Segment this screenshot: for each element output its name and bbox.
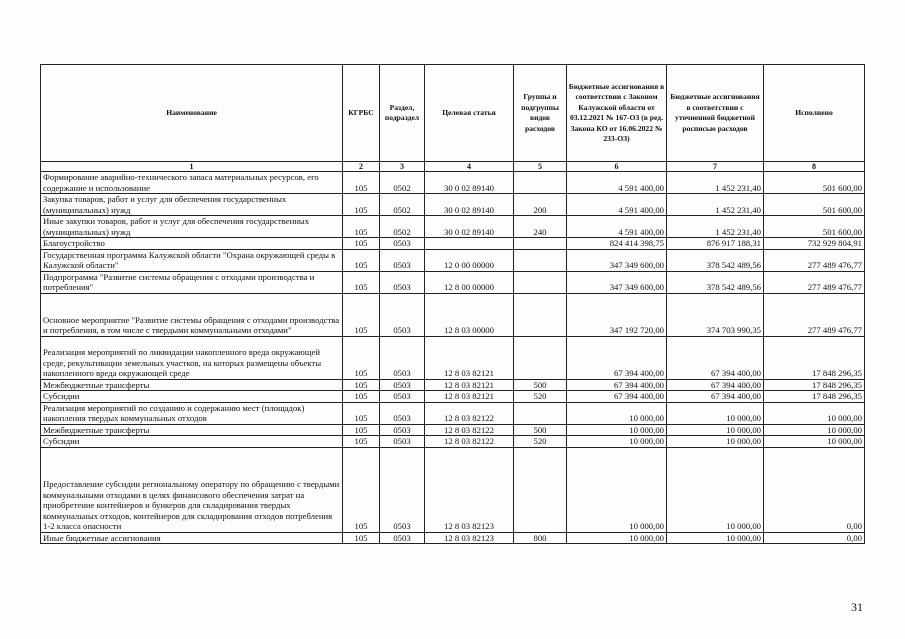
row-article: 12 8 03 82121 xyxy=(425,391,514,403)
row-section: 0503 xyxy=(380,391,425,403)
table-row xyxy=(41,293,865,336)
row-group xyxy=(514,293,567,336)
table-row xyxy=(41,391,865,403)
table-row xyxy=(41,379,865,391)
row-plan-allocation: 378 542 489,56 xyxy=(667,249,764,271)
row-law-allocation: 10 000,00 xyxy=(567,424,667,436)
row-section: 0502 xyxy=(380,194,425,216)
row-plan-allocation: 10 000,00 xyxy=(667,436,764,448)
row-section: 0503 xyxy=(380,379,425,391)
row-plan-allocation: 10 000,00 xyxy=(667,402,764,424)
column-number: 3 xyxy=(380,162,425,172)
row-law-allocation: 347 192 720,00 xyxy=(567,293,667,336)
row-executed: 501 600,00 xyxy=(764,216,865,238)
row-kgrbs: 105 xyxy=(343,172,380,194)
row-section: 0503 xyxy=(380,238,425,250)
row-article: 12 8 03 82122 xyxy=(425,424,514,436)
table-row xyxy=(41,216,865,238)
table-row xyxy=(41,238,865,250)
row-section: 0503 xyxy=(380,293,425,336)
row-plan-allocation: 10 000,00 xyxy=(667,532,764,544)
row-executed: 10 000,00 xyxy=(764,402,865,424)
row-name: Субсидии xyxy=(41,436,343,448)
row-executed: 10 000,00 xyxy=(764,424,865,436)
table-body xyxy=(41,172,865,544)
column-number: 4 xyxy=(425,162,514,172)
row-law-allocation: 10 000,00 xyxy=(567,402,667,424)
row-kgrbs: 105 xyxy=(343,391,380,403)
row-kgrbs: 105 xyxy=(343,293,380,336)
row-group: 500 xyxy=(514,424,567,436)
column-number: 2 xyxy=(343,162,380,172)
header-group: Группы и подгруппы видов расходов xyxy=(514,65,567,162)
row-article: 12 8 03 82123 xyxy=(425,532,514,544)
row-law-allocation: 4 591 400,00 xyxy=(567,172,667,194)
row-kgrbs: 105 xyxy=(343,194,380,216)
header-article: Целевая статья xyxy=(425,65,514,162)
row-name: Субсидии xyxy=(41,391,343,403)
page-number: 31 xyxy=(851,600,863,614)
row-executed: 0,00 xyxy=(764,532,865,544)
row-kgrbs: 105 xyxy=(343,436,380,448)
row-law-allocation: 4 591 400,00 xyxy=(567,194,667,216)
row-section: 0503 xyxy=(380,447,425,532)
row-law-allocation: 347 349 600,00 xyxy=(567,249,667,271)
row-executed: 277 489 476,77 xyxy=(764,271,865,293)
row-article: 12 8 03 82121 xyxy=(425,379,514,391)
row-kgrbs: 105 xyxy=(343,336,380,379)
row-kgrbs: 105 xyxy=(343,447,380,532)
row-group xyxy=(514,249,567,271)
row-kgrbs: 105 xyxy=(343,532,380,544)
row-name: Межбюджетные трансферты xyxy=(41,379,343,391)
row-name: Предоставление субсидии региональному оператору по обращению с твердыми коммунальными отходами в целях финансового обеспечения затрат на приобретение контейнеров и бункеров для складирования твердых коммунальных отходов, контейнеров для складирования отходов потребления 1-2 класса опасности xyxy=(41,447,343,532)
row-law-allocation: 10 000,00 xyxy=(567,447,667,532)
column-number: 8 xyxy=(764,162,865,172)
table-row xyxy=(41,172,865,194)
row-group xyxy=(514,447,567,532)
row-kgrbs: 105 xyxy=(343,216,380,238)
row-law-allocation: 67 394 400,00 xyxy=(567,391,667,403)
row-plan-allocation: 1 452 231,40 xyxy=(667,172,764,194)
row-plan-allocation: 10 000,00 xyxy=(667,447,764,532)
row-group xyxy=(514,336,567,379)
row-plan-allocation: 1 452 231,40 xyxy=(667,194,764,216)
row-plan-allocation: 374 703 990,35 xyxy=(667,293,764,336)
column-number: 7 xyxy=(667,162,764,172)
table-row xyxy=(41,271,865,293)
header-section: Раздел, подраздел xyxy=(380,65,425,162)
row-law-allocation: 67 394 400,00 xyxy=(567,336,667,379)
row-name: Благоустройство xyxy=(41,238,343,250)
row-plan-allocation: 1 452 231,40 xyxy=(667,216,764,238)
header-plan-allocation: Бюджетные ассигнования в соответствии с уточненной бюджетной росписью расходов xyxy=(667,65,764,162)
row-plan-allocation: 10 000,00 xyxy=(667,424,764,436)
header-executed: Исполнено xyxy=(764,65,865,162)
row-group: 200 xyxy=(514,194,567,216)
table-row xyxy=(41,249,865,271)
row-section: 0503 xyxy=(380,402,425,424)
row-group: 240 xyxy=(514,216,567,238)
row-plan-allocation: 67 394 400,00 xyxy=(667,336,764,379)
row-law-allocation: 10 000,00 xyxy=(567,532,667,544)
row-name: Государственная программа Калужской области "Охрана окружающей среды в Калужской области" xyxy=(41,249,343,271)
row-name: Формирование аварийно-технического запаса материальных ресурсов, его содержание и использование xyxy=(41,172,343,194)
row-plan-allocation: 67 394 400,00 xyxy=(667,391,764,403)
row-section: 0503 xyxy=(380,271,425,293)
row-group xyxy=(514,271,567,293)
row-plan-allocation: 876 917 188,31 xyxy=(667,238,764,250)
row-section: 0502 xyxy=(380,216,425,238)
row-article: 12 8 03 82122 xyxy=(425,436,514,448)
header-kgrbs: КГРБС xyxy=(343,65,380,162)
row-executed: 501 600,00 xyxy=(764,194,865,216)
row-group xyxy=(514,238,567,250)
table-row xyxy=(41,424,865,436)
row-article: 12 8 00 00000 xyxy=(425,271,514,293)
row-article: 30 0 02 89140 xyxy=(425,172,514,194)
column-number-row xyxy=(41,162,865,172)
row-section: 0502 xyxy=(380,172,425,194)
row-executed: 17 848 296,35 xyxy=(764,336,865,379)
row-kgrbs: 105 xyxy=(343,238,380,250)
table-row xyxy=(41,402,865,424)
table-row xyxy=(41,336,865,379)
row-group xyxy=(514,172,567,194)
row-group: 520 xyxy=(514,391,567,403)
column-number: 6 xyxy=(567,162,667,172)
table-row xyxy=(41,532,865,544)
row-executed: 501 600,00 xyxy=(764,172,865,194)
row-executed: 17 848 296,35 xyxy=(764,391,865,403)
row-article: 30 0 02 89140 xyxy=(425,194,514,216)
row-law-allocation: 347 349 600,00 xyxy=(567,271,667,293)
row-article: 12 8 03 82123 xyxy=(425,447,514,532)
row-group xyxy=(514,402,567,424)
row-group: 520 xyxy=(514,436,567,448)
row-executed: 10 000,00 xyxy=(764,436,865,448)
row-kgrbs: 105 xyxy=(343,402,380,424)
row-name: Основное мероприятие "Развитие системы обращения с отходами производства и потребления, в том числе с твердыми коммунальными отходами" xyxy=(41,293,343,336)
row-name: Реализация мероприятий по созданию и содержанию мест (площадок) накопления твердых коммунальных отходов xyxy=(41,402,343,424)
row-article: 12 8 03 00000 xyxy=(425,293,514,336)
row-section: 0503 xyxy=(380,336,425,379)
row-group: 500 xyxy=(514,379,567,391)
row-kgrbs: 105 xyxy=(343,424,380,436)
row-article xyxy=(425,238,514,250)
row-law-allocation: 4 591 400,00 xyxy=(567,216,667,238)
row-section: 0503 xyxy=(380,532,425,544)
column-number: 5 xyxy=(514,162,567,172)
table-row xyxy=(41,447,865,532)
row-section: 0503 xyxy=(380,424,425,436)
budget-table xyxy=(40,64,865,544)
header-row xyxy=(41,65,865,162)
row-name: Иные бюджетные ассигнования xyxy=(41,532,343,544)
row-name: Иные закупки товаров, работ и услуг для обеспечения государственных (муниципальных) нужд xyxy=(41,216,343,238)
row-name: Подпрограмма "Развитие системы обращения с отходами производства и потребления" xyxy=(41,271,343,293)
row-group: 800 xyxy=(514,532,567,544)
row-law-allocation: 67 394 400,00 xyxy=(567,379,667,391)
row-executed: 17 848 296,35 xyxy=(764,379,865,391)
row-law-allocation: 10 000,00 xyxy=(567,436,667,448)
table-row xyxy=(41,436,865,448)
row-executed: 277 489 476,77 xyxy=(764,249,865,271)
column-number: 1 xyxy=(41,162,343,172)
row-section: 0503 xyxy=(380,436,425,448)
row-plan-allocation: 378 542 489,56 xyxy=(667,271,764,293)
row-article: 12 8 03 82121 xyxy=(425,336,514,379)
row-executed: 277 489 476,77 xyxy=(764,293,865,336)
row-section: 0503 xyxy=(380,249,425,271)
row-kgrbs: 105 xyxy=(343,379,380,391)
header-law-allocation: Бюджетные ассигнования в соответствии с Законом Калужской области от 03.12.2021 № 167-ОЗ (в ред. Закона КО от 16.06.2022 № 233-ОЗ) xyxy=(567,65,667,162)
table-row xyxy=(41,194,865,216)
row-article: 12 0 00 00000 xyxy=(425,249,514,271)
row-kgrbs: 105 xyxy=(343,249,380,271)
row-plan-allocation: 67 394 400,00 xyxy=(667,379,764,391)
row-name: Закупка товаров, работ и услуг для обеспечения государственных (муниципальных) нужд xyxy=(41,194,343,216)
header-name: Наименование xyxy=(41,65,343,162)
row-law-allocation: 824 414 398,75 xyxy=(567,238,667,250)
row-name: Реализация мероприятий по ликвидации накопленного вреда окружающей среде, рекультивации земельных участков, на которых размещены объекты накопленного вреда окружающей среде xyxy=(41,336,343,379)
row-kgrbs: 105 xyxy=(343,271,380,293)
row-article: 12 8 03 82122 xyxy=(425,402,514,424)
row-executed: 732 929 804,91 xyxy=(764,238,865,250)
row-article: 30 0 02 89140 xyxy=(425,216,514,238)
row-executed: 0,00 xyxy=(764,447,865,532)
row-name: Межбюджетные трансферты xyxy=(41,424,343,436)
